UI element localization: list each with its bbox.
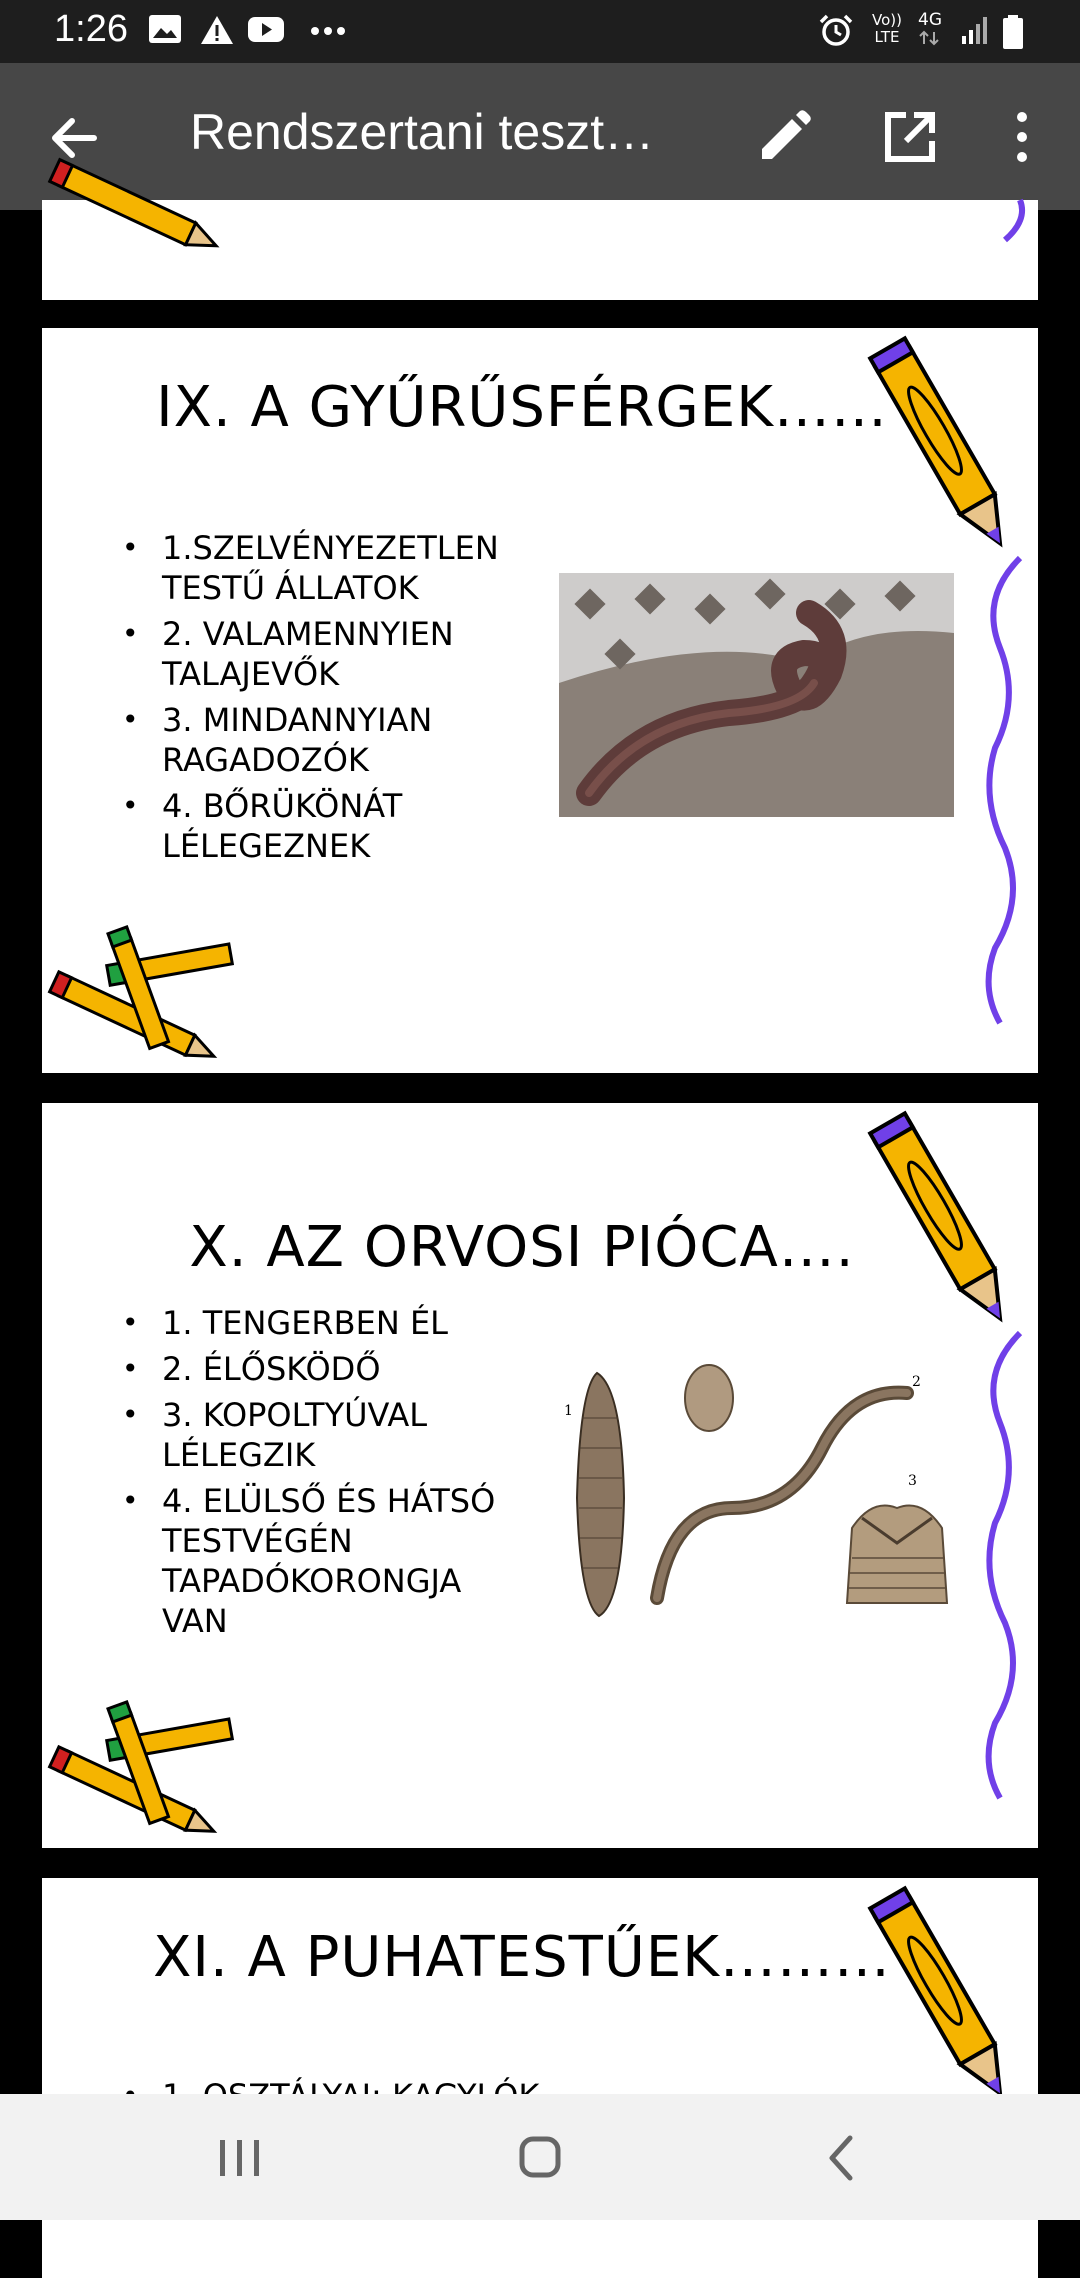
pencils-decoration-icon xyxy=(42,928,252,1068)
slide-gyurusfergek xyxy=(42,328,1038,1073)
leech-illustration xyxy=(552,1358,972,1628)
slide-bullets xyxy=(122,528,542,872)
squiggle-decoration-icon xyxy=(980,200,1030,250)
document-title: Rendszertani teszt… xyxy=(190,104,655,160)
pencils-decoration-icon xyxy=(42,140,252,280)
slides-viewport[interactable] xyxy=(0,210,1080,2094)
slide-title: XI. A PUHATESTŰEK……… xyxy=(153,1925,891,1990)
system-nav-bar xyxy=(0,2094,1080,2220)
bullet-item: • 2. ÉLŐSKÖDŐ xyxy=(122,1349,532,1389)
bullet-item: • 1. TENGERBEN ÉL xyxy=(122,1303,532,1343)
nav-back-icon[interactable] xyxy=(812,2130,872,2186)
bullet-item: • 3. KOPOLTYÚVAL LÉLEGZIK xyxy=(122,1395,532,1475)
volte-indicator: Vo)) LTE xyxy=(872,11,902,46)
slide-title: X. AZ ORVOSI PIÓCA…. xyxy=(189,1215,855,1280)
youtube-icon xyxy=(247,14,285,44)
pencil-edit-icon[interactable] xyxy=(752,105,816,169)
image-icon xyxy=(148,14,182,44)
slide-bullets xyxy=(122,1303,532,1647)
home-icon[interactable] xyxy=(510,2130,570,2186)
earthworm-photo xyxy=(559,573,954,817)
warning-icon xyxy=(200,14,234,46)
bullet-item: • 1.SZELVÉNYEZETLEN TESTŰ ÁLLATOK xyxy=(122,528,542,608)
more-dots-icon xyxy=(310,26,346,36)
squiggle-decoration-icon xyxy=(980,1333,1030,1803)
bullet-item: • 2. VALAMENNYIEN TALAJEVŐK xyxy=(122,614,542,694)
bullet-item: • 4. BŐRÜKÖNÁT LÉLEGEZNEK xyxy=(122,786,542,866)
pencil-decoration-icon xyxy=(870,1883,1020,2113)
pencils-decoration-icon xyxy=(42,1703,252,1843)
slide-previous xyxy=(42,200,1038,300)
alarm-icon xyxy=(818,14,854,48)
pencil-decoration-icon xyxy=(870,333,1020,563)
bullet-item: • 4. ELÜLSŐ ÉS HÁTSÓ TESTVÉGÉN TAPADÓKORONGJA VAN xyxy=(122,1481,532,1641)
signal-icon xyxy=(960,14,992,46)
figure-label-2: 2 xyxy=(912,1374,921,1390)
status-time: 1:26 xyxy=(54,8,128,50)
figure-label-1: 1 xyxy=(564,1403,573,1419)
slide-title: IX. A GYŰRŰSFÉRGEK…… xyxy=(156,375,888,440)
status-bar xyxy=(0,0,1080,63)
figure-label-3: 3 xyxy=(908,1473,917,1489)
slide-orvosi-pioca xyxy=(42,1103,1038,1848)
pencil-decoration-icon xyxy=(870,1108,1020,1338)
recents-icon[interactable] xyxy=(210,2130,270,2186)
bullet-item: • 3. MINDANNYIAN RAGADOZÓK xyxy=(122,700,542,780)
squiggle-decoration-icon xyxy=(980,558,1030,1028)
more-vert-icon[interactable] xyxy=(990,105,1054,169)
data-arrows-icon xyxy=(918,30,940,46)
battery-icon xyxy=(1002,14,1024,50)
network-indicator: 4G xyxy=(918,10,942,30)
open-external-icon[interactable] xyxy=(878,105,942,169)
